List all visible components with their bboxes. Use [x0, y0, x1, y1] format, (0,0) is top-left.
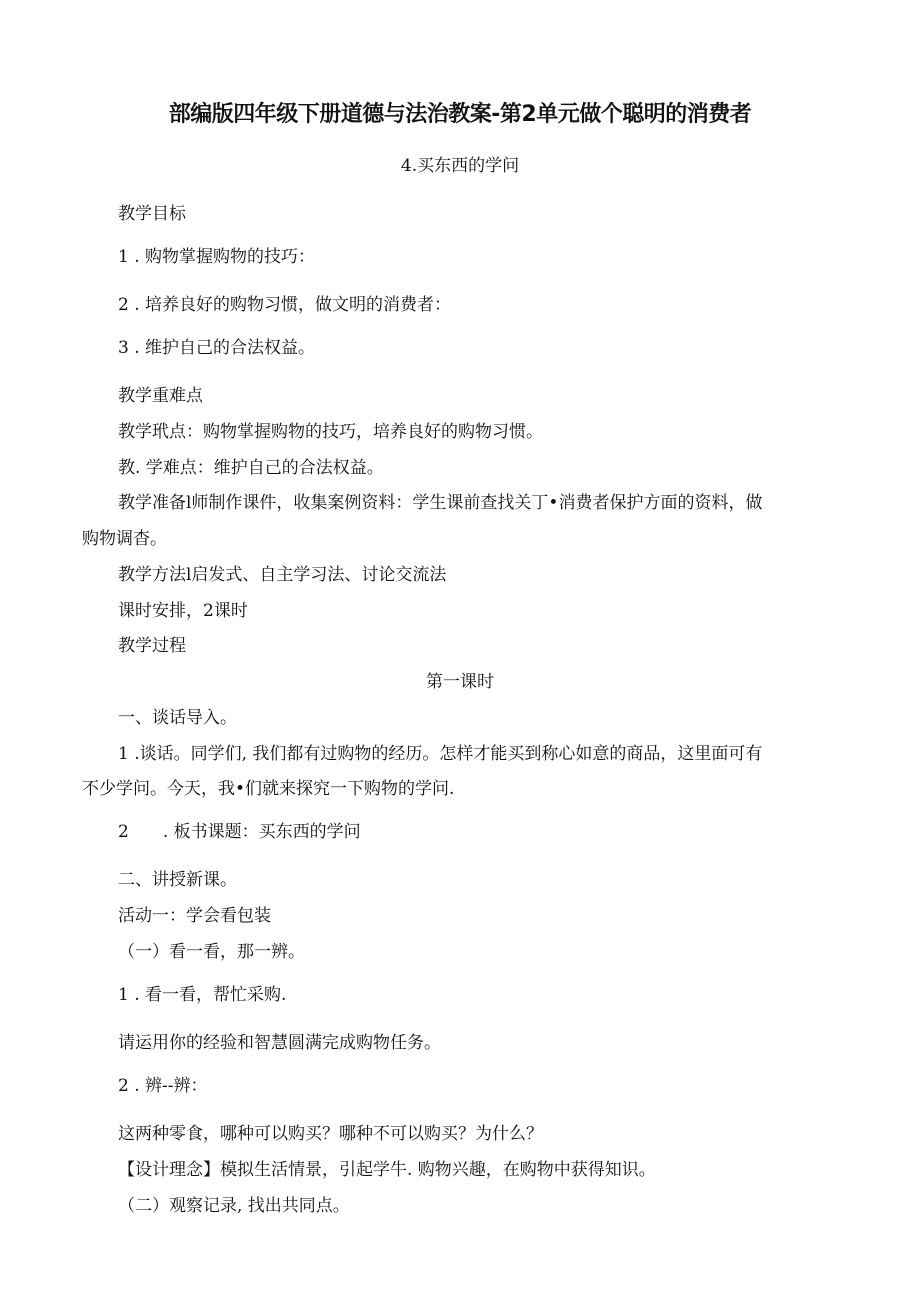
- goal-item-1: 1 . 购物掌握购物的技巧：: [118, 247, 316, 267]
- goal-item-2: 2 . 培养良好的购物习惯，做文明的消费者：: [118, 295, 452, 315]
- intro-item-2: 2 . 板书课题：买东西的学问: [118, 822, 361, 842]
- section-new-lesson: 二、讲授新课。: [118, 870, 237, 890]
- subsection-look-and-identify: （一）看一看，那一辨。: [118, 942, 305, 962]
- heading-first-lesson: 第一课时: [426, 672, 494, 692]
- activity-one-title: 活动一：学会看包装: [118, 906, 271, 926]
- section-introduction: 一、谈话导入。: [118, 708, 237, 728]
- document-title: 部编版四年级下册道德与法治教案-第2单元做个聪明的消费者: [168, 102, 752, 127]
- preparation-text-continued: 购物调杳。: [82, 529, 167, 549]
- look-item-1: 1 . 看一看，帮忙采购.: [118, 985, 287, 1005]
- schedule-text: 课时安排，2课时: [118, 601, 248, 621]
- intro-item-1: 1 .谈话。同学们, 我们都有过购物的经历。怎样才能买到称心如意的商品，这里面可有: [118, 744, 763, 764]
- look-item-1-text: 请运用你的经验和智慧圆满完成购物任务。: [118, 1033, 441, 1053]
- key-point-text: 教学玳点：购物掌握购物的技巧，培养良好的购物习惯。: [118, 422, 543, 442]
- design-concept: 【设计理念】模拟生活情景，引起学牛. 购物兴趣，在购物中获得知识。: [118, 1160, 656, 1180]
- lesson-title: 4.买东西的学问: [400, 156, 520, 176]
- subsection-observe-record: （二）观察记录, 找出共同点。: [118, 1196, 350, 1216]
- difficult-point-text: 教. 学难点：维护自己的合法权益。: [118, 458, 384, 478]
- goal-item-3: 3 . 维护自己的合法权益。: [118, 338, 316, 358]
- heading-key-points: 教学重难点: [118, 386, 203, 406]
- method-text: 教学方法l启发式、自主学习法、讨论交流法: [118, 565, 447, 585]
- intro-item-1-continued: 不少学问。今天，我•们就来探究一下购物的学问.: [82, 779, 455, 799]
- identify-question: 这两种零食，哪种可以购买？哪种不可以购买？为什么？: [118, 1124, 543, 1144]
- heading-teaching-goals: 教学目标: [118, 204, 186, 224]
- preparation-text: 教学准备l师制作课件，收集案例资料：学生课前查找关丁•消费者保护方面的资料，做: [118, 493, 763, 513]
- heading-teaching-process: 教学过程: [118, 636, 186, 656]
- identify-item-2: 2 . 辨--辨：: [118, 1076, 208, 1096]
